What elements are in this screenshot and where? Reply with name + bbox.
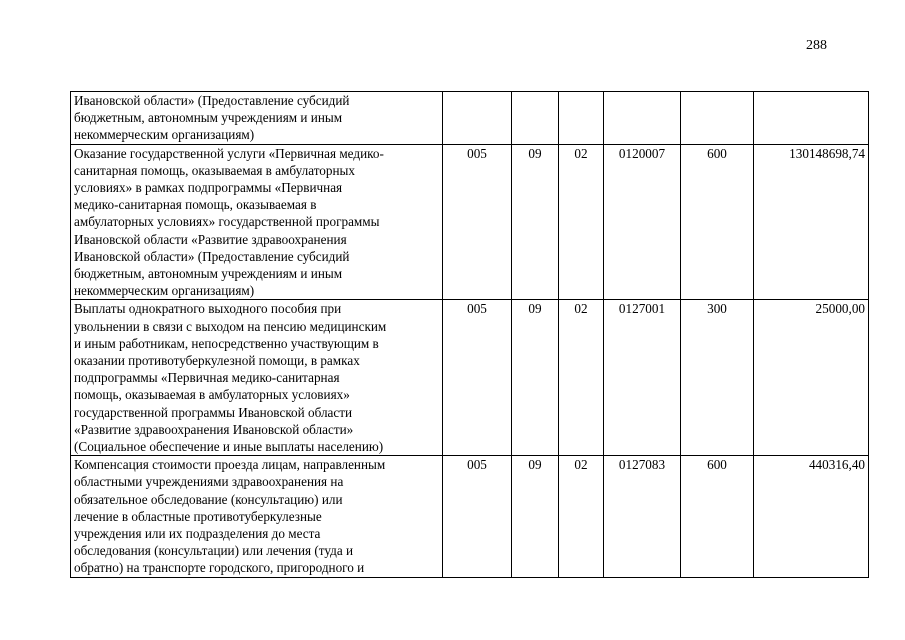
description-line: санитарная помощь, оказываемая в амбулаторных [74, 162, 356, 178]
description-line: помощь, оказываемая в амбулаторных условиях» [74, 387, 350, 403]
description-line: Выплаты однократного выходного пособия при [74, 301, 342, 317]
budget-table-body [71, 92, 869, 578]
description-line: некоммерческим организациям) [74, 127, 255, 143]
expense-type-cell: 600 [681, 144, 754, 300]
section-code-cell: 09 [512, 144, 559, 300]
description-line: «Развитие здравоохранения Ивановской области» [74, 421, 354, 437]
section-code-cell: 09 [512, 300, 559, 456]
description-line: Оказание государственной услуги «Первичная медико- [74, 145, 384, 161]
ministry-code-cell: 005 [443, 300, 512, 456]
description-line: Ивановской области» (Предоставление субсидий [74, 93, 350, 108]
description-line: Ивановской области «Развитие здравоохранения [74, 231, 347, 247]
description-line: (Социальное обеспечение и иные выплаты населению) [74, 439, 384, 455]
description-line: обязательное обследование (консультацию) или [74, 491, 343, 507]
description-line: бюджетным, автономным учреждениям и иным [74, 266, 343, 282]
description-line: обследования (консультации) или лечения (туда и [74, 543, 354, 559]
description-line: учреждения или их подразделения до места [74, 526, 321, 542]
ministry-code-cell [443, 92, 512, 145]
description-line: обратно) на транспорте городского, пригородного и [74, 560, 365, 576]
description-cell [71, 300, 443, 456]
subsection-code-cell: 02 [559, 456, 604, 577]
subsection-code-cell: 02 [559, 300, 604, 456]
amount-cell: 130148698,74 [754, 144, 869, 300]
ministry-code-cell: 005 [443, 456, 512, 577]
target-article-cell [604, 92, 681, 145]
description-line: лечение в областные противотуберкулезные [74, 508, 322, 524]
description-line: условиях» в рамках подпрограммы «Первичная [74, 180, 343, 196]
amount-cell [754, 92, 869, 145]
description-line: областными учреждениями здравоохранения на [74, 474, 344, 490]
expense-type-cell: 300 [681, 300, 754, 456]
section-code-cell: 09 [512, 456, 559, 577]
subsection-code-cell [559, 92, 604, 145]
description-line: оказании противотуберкулезной помощи, в рамках [74, 353, 360, 369]
description-line: медико-санитарная помощь, оказываемая в [74, 197, 317, 213]
table-row [71, 456, 869, 577]
description-cell [71, 456, 443, 577]
description-line: бюджетным, автономным учреждениям и иным [74, 110, 343, 126]
table-row [71, 92, 869, 145]
description-cell [71, 92, 443, 145]
subsection-code-cell: 02 [559, 144, 604, 300]
amount-cell: 25000,00 [754, 300, 869, 456]
description-line: подпрограммы «Первичная медико-санитарная [74, 370, 340, 386]
description-line: государственной программы Ивановской области [74, 404, 353, 420]
target-article-cell: 0127083 [604, 456, 681, 577]
description-line: Компенсация стоимости проезда лицам, направленным [74, 457, 386, 473]
description-line: некоммерческим организациям) [74, 283, 255, 299]
page-number: 288 [806, 38, 827, 53]
amount-cell: 440316,40 [754, 456, 869, 577]
description-line: Ивановской области» (Предоставление субсидий [74, 248, 350, 264]
expense-type-cell [681, 92, 754, 145]
table-row [71, 144, 869, 300]
target-article-cell: 0127001 [604, 300, 681, 456]
description-line: амбулаторных условиях» государственной программы [74, 214, 380, 230]
expense-type-cell: 600 [681, 456, 754, 577]
description-line: и иным работникам, непосредственно участвующим в [74, 335, 379, 351]
budget-table [70, 91, 869, 578]
description-cell [71, 144, 443, 300]
ministry-code-cell: 005 [443, 144, 512, 300]
target-article-cell: 0120007 [604, 144, 681, 300]
section-code-cell [512, 92, 559, 145]
description-line: увольнении в связи с выходом на пенсию медицинским [74, 318, 387, 334]
table-row [71, 300, 869, 456]
